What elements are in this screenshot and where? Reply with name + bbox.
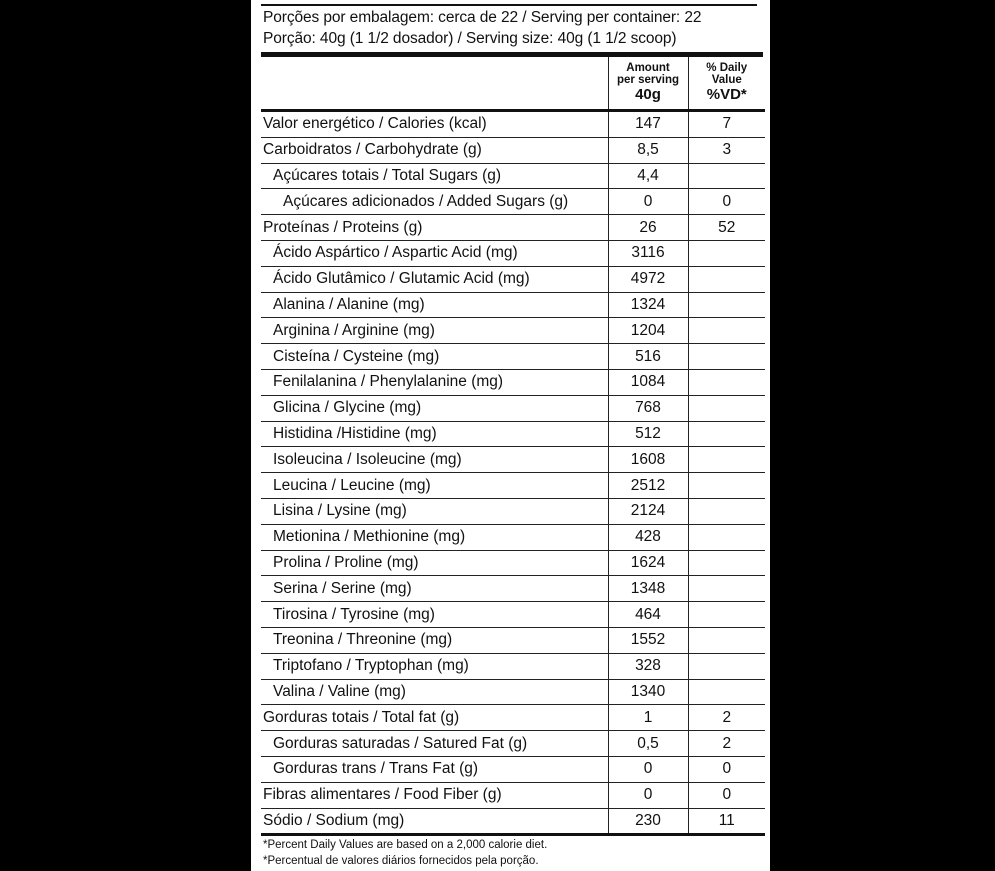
- nutrient-name: Carboidratos / Carbohydrate (g): [261, 137, 608, 163]
- table-row: [261, 240, 765, 266]
- nutrient-name: Gorduras totais / Total fat (g): [261, 705, 608, 731]
- amount-value: 1324: [608, 292, 688, 318]
- nutrition-table: [261, 57, 765, 836]
- nutrient-name: Leucina / Leucine (mg): [261, 473, 608, 499]
- daily-value: [688, 576, 765, 602]
- amount-value: 512: [608, 421, 688, 447]
- top-divider: [261, 4, 757, 6]
- amount-value: 1624: [608, 550, 688, 576]
- footnote-percentual: *Percentual de valores diários fornecidos pela porção.: [263, 855, 539, 867]
- nutrient-name: Histidina /Histidine (mg): [261, 421, 608, 447]
- amount-value: 2124: [608, 498, 688, 524]
- amount-value: 3116: [608, 240, 688, 266]
- table-header-row: [261, 57, 765, 111]
- table-row: [261, 163, 765, 189]
- table-row: [261, 266, 765, 292]
- amount-value: 1: [608, 705, 688, 731]
- nutrient-name: Fenilalanina / Phenylalanine (mg): [261, 369, 608, 395]
- nutrient-name: Tirosina / Tyrosine (mg): [261, 602, 608, 628]
- nutrient-name: Metionina / Methionine (mg): [261, 524, 608, 550]
- amount-header-line2: per serving: [617, 73, 679, 86]
- daily-value: [688, 421, 765, 447]
- table-row: [261, 447, 765, 473]
- nutrient-name: Arginina / Arginine (mg): [261, 318, 608, 344]
- daily-value: [688, 550, 765, 576]
- daily-value: [688, 627, 765, 653]
- table-row: [261, 602, 765, 628]
- nutrient-name: Açúcares totais / Total Sugars (g): [261, 163, 608, 189]
- nutrient-name: Cisteína / Cysteine (mg): [261, 344, 608, 370]
- amount-value: 26: [608, 215, 688, 241]
- serving-size: Porção: 40g (1 1/2 dosador) / Serving size: 40g (1 1/2 scoop): [263, 30, 677, 47]
- table-row: [261, 705, 765, 731]
- nutrient-name: Sódio / Sodium (mg): [261, 808, 608, 835]
- daily-value: 3: [688, 137, 765, 163]
- table-row: [261, 679, 765, 705]
- table-row: [261, 318, 765, 344]
- daily-value: [688, 473, 765, 499]
- amount-value: 768: [608, 395, 688, 421]
- table-row: [261, 369, 765, 395]
- amount-value: 4972: [608, 266, 688, 292]
- amount-value: 0: [608, 189, 688, 215]
- daily-value: [688, 344, 765, 370]
- daily-value: [688, 524, 765, 550]
- daily-value: [688, 292, 765, 318]
- daily-value: [688, 653, 765, 679]
- table-row: [261, 473, 765, 499]
- table-row: [261, 421, 765, 447]
- nutrient-name: Valina / Valine (mg): [261, 679, 608, 705]
- daily-value: 52: [688, 215, 765, 241]
- table-row: [261, 498, 765, 524]
- amount-value: 1204: [608, 318, 688, 344]
- table-row: [261, 344, 765, 370]
- amount-header-line3: 40g: [635, 86, 661, 103]
- amount-value: 1340: [608, 679, 688, 705]
- daily-value: [688, 602, 765, 628]
- table-row: [261, 653, 765, 679]
- amount-column-header: [608, 57, 688, 111]
- nutrient-name: Glicina / Glycine (mg): [261, 395, 608, 421]
- amount-value: 0: [608, 782, 688, 808]
- nutrient-name: Ácido Glutâmico / Glutamic Acid (mg): [261, 266, 608, 292]
- amount-value: 4,4: [608, 163, 688, 189]
- daily-value: [688, 318, 765, 344]
- amount-value: 0,5: [608, 731, 688, 757]
- daily-value: 0: [688, 756, 765, 782]
- servings-per-container: Porções por embalagem: cerca de 22 / Serving per container: 22: [263, 9, 702, 26]
- daily-value: [688, 447, 765, 473]
- dv-header-line2: Value: [711, 73, 742, 86]
- nutrient-name: Gorduras trans / Trans Fat (g): [261, 756, 608, 782]
- footnote-daily-values: *Percent Daily Values are based on a 2,000 calorie diet.: [263, 839, 548, 851]
- nutrition-facts-label: [251, 0, 770, 871]
- amount-value: 464: [608, 602, 688, 628]
- table-row: [261, 731, 765, 757]
- nutrient-name: Alanina / Alanine (mg): [261, 292, 608, 318]
- table-row: [261, 215, 765, 241]
- table-row: [261, 808, 765, 835]
- nutrient-name: Valor energético / Calories (kcal): [261, 111, 608, 138]
- amount-value: 1084: [608, 369, 688, 395]
- nutrient-name: Prolina / Proline (mg): [261, 550, 608, 576]
- amount-value: 0: [608, 756, 688, 782]
- daily-value: 7: [688, 111, 765, 138]
- amount-value: 1552: [608, 627, 688, 653]
- table-row: [261, 627, 765, 653]
- amount-value: 2512: [608, 473, 688, 499]
- nutrient-name: Triptofano / Tryptophan (mg): [261, 653, 608, 679]
- daily-value: [688, 163, 765, 189]
- amount-value: 1348: [608, 576, 688, 602]
- nutrient-name: Açúcares adicionados / Added Sugars (g): [261, 189, 608, 215]
- nutrient-name: Treonina / Threonine (mg): [261, 627, 608, 653]
- nutrient-name: Gorduras saturadas / Satured Fat (g): [261, 731, 608, 757]
- amount-header-line1: Amount: [626, 62, 670, 74]
- table-row: [261, 292, 765, 318]
- daily-value: 2: [688, 731, 765, 757]
- table-row: [261, 550, 765, 576]
- amount-value: 8,5: [608, 137, 688, 163]
- dv-header-line1: % Daily: [706, 62, 748, 74]
- daily-value: 0: [688, 189, 765, 215]
- amount-value: 230: [608, 808, 688, 835]
- table-row: [261, 137, 765, 163]
- daily-value: [688, 369, 765, 395]
- daily-value: [688, 679, 765, 705]
- table-row: [261, 756, 765, 782]
- table-row: [261, 111, 765, 138]
- table-row: [261, 782, 765, 808]
- nutrient-name: Fibras alimentares / Food Fiber (g): [261, 782, 608, 808]
- nutrient-name: Serina / Serine (mg): [261, 576, 608, 602]
- daily-value: 0: [688, 782, 765, 808]
- daily-value-column-header: [688, 57, 765, 111]
- dv-header-line3: %VD*: [706, 86, 747, 103]
- daily-value: [688, 266, 765, 292]
- daily-value: 11: [688, 808, 765, 835]
- amount-value: 328: [608, 653, 688, 679]
- amount-value: 428: [608, 524, 688, 550]
- nutrient-name: Ácido Aspártico / Aspartic Acid (mg): [261, 240, 608, 266]
- nutrient-column-header: [261, 57, 608, 111]
- daily-value: [688, 395, 765, 421]
- amount-value: 1608: [608, 447, 688, 473]
- table-row: [261, 576, 765, 602]
- amount-value: 516: [608, 344, 688, 370]
- table-row: [261, 524, 765, 550]
- nutrient-name: Isoleucina / Isoleucine (mg): [261, 447, 608, 473]
- daily-value: 2: [688, 705, 765, 731]
- table-row: [261, 189, 765, 215]
- nutrient-name: Proteínas / Proteins (g): [261, 215, 608, 241]
- amount-value: 147: [608, 111, 688, 138]
- daily-value: [688, 498, 765, 524]
- daily-value: [688, 240, 765, 266]
- nutrient-name: Lisina / Lysine (mg): [261, 498, 608, 524]
- table-row: [261, 395, 765, 421]
